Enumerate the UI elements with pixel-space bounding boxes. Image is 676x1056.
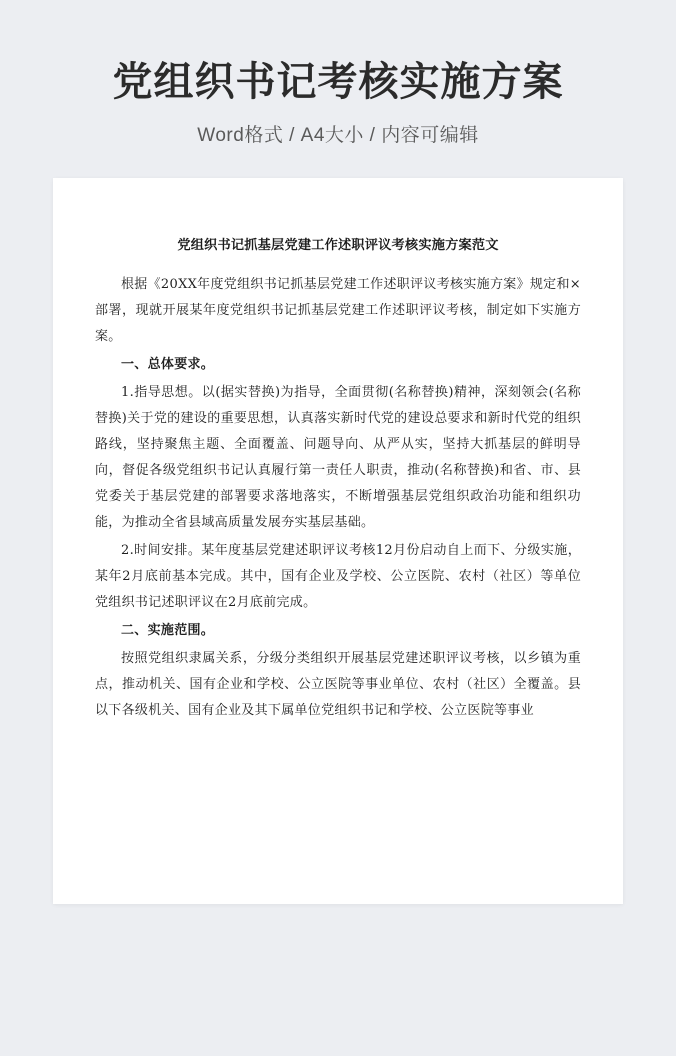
page-title: 党组织书记考核实施方案	[112, 60, 564, 104]
poster-header	[0, 0, 676, 147]
document-heading: 二、实施范围。	[121, 622, 215, 638]
document-paragraph: 1.指导思想。以(据实替换)为指导，全面贯彻(名称替换)精神，深刻领会(名称替换)关于党的建设的重要思想，认真落实新时代党的建设总要求和新时代党的组织路线，坚持聚焦主题、全面覆盖、问题导向、从严从实，坚持大抓基层的鲜明导向，督促各级党组织书记认真履行第一责任人职责，推动(名称替换)和省、市、县党委关于基层党建的部署要求落地落实，不断增强基层党组织政治功能和组织功能，为推动全省县域高质量发展夯实基层基础。	[95, 384, 581, 530]
document-paragraph: 按照党组织隶属关系，分级分类组织开展基层党建述职评议考核，以乡镇为重点，推动机关、国有企业和学校、公立医院等事业单位、农村（社区）全覆盖。县以下各级机关、国有企业及其下属单位党组织书记和学校、公立医院等事业	[95, 650, 581, 718]
document-heading: 一、总体要求。	[121, 356, 215, 372]
document-title: 党组织书记抓基层党建工作述职评议考核实施方案范文	[177, 238, 499, 253]
page-subtitle: Word格式 / A4大小 / 内容可编辑	[197, 125, 479, 146]
document-sheet	[53, 178, 623, 904]
document-paragraph: 2.时间安排。某年度基层党建述职评议考核12月份启动自上而下、分级实施，某年2月底前基本完成。其中，国有企业及学校、公立医院、农村（社区）等单位党组织书记述职评议在2月底前完成。	[95, 542, 581, 610]
document-body	[53, 178, 623, 724]
document-paragraph: 根据《20XX年度党组织书记抓基层党建工作述职评议考核实施方案》规定和×部署，现就开展某年度党组织书记抓基层党建工作述职评议考核，制定如下实施方案。	[95, 276, 581, 344]
